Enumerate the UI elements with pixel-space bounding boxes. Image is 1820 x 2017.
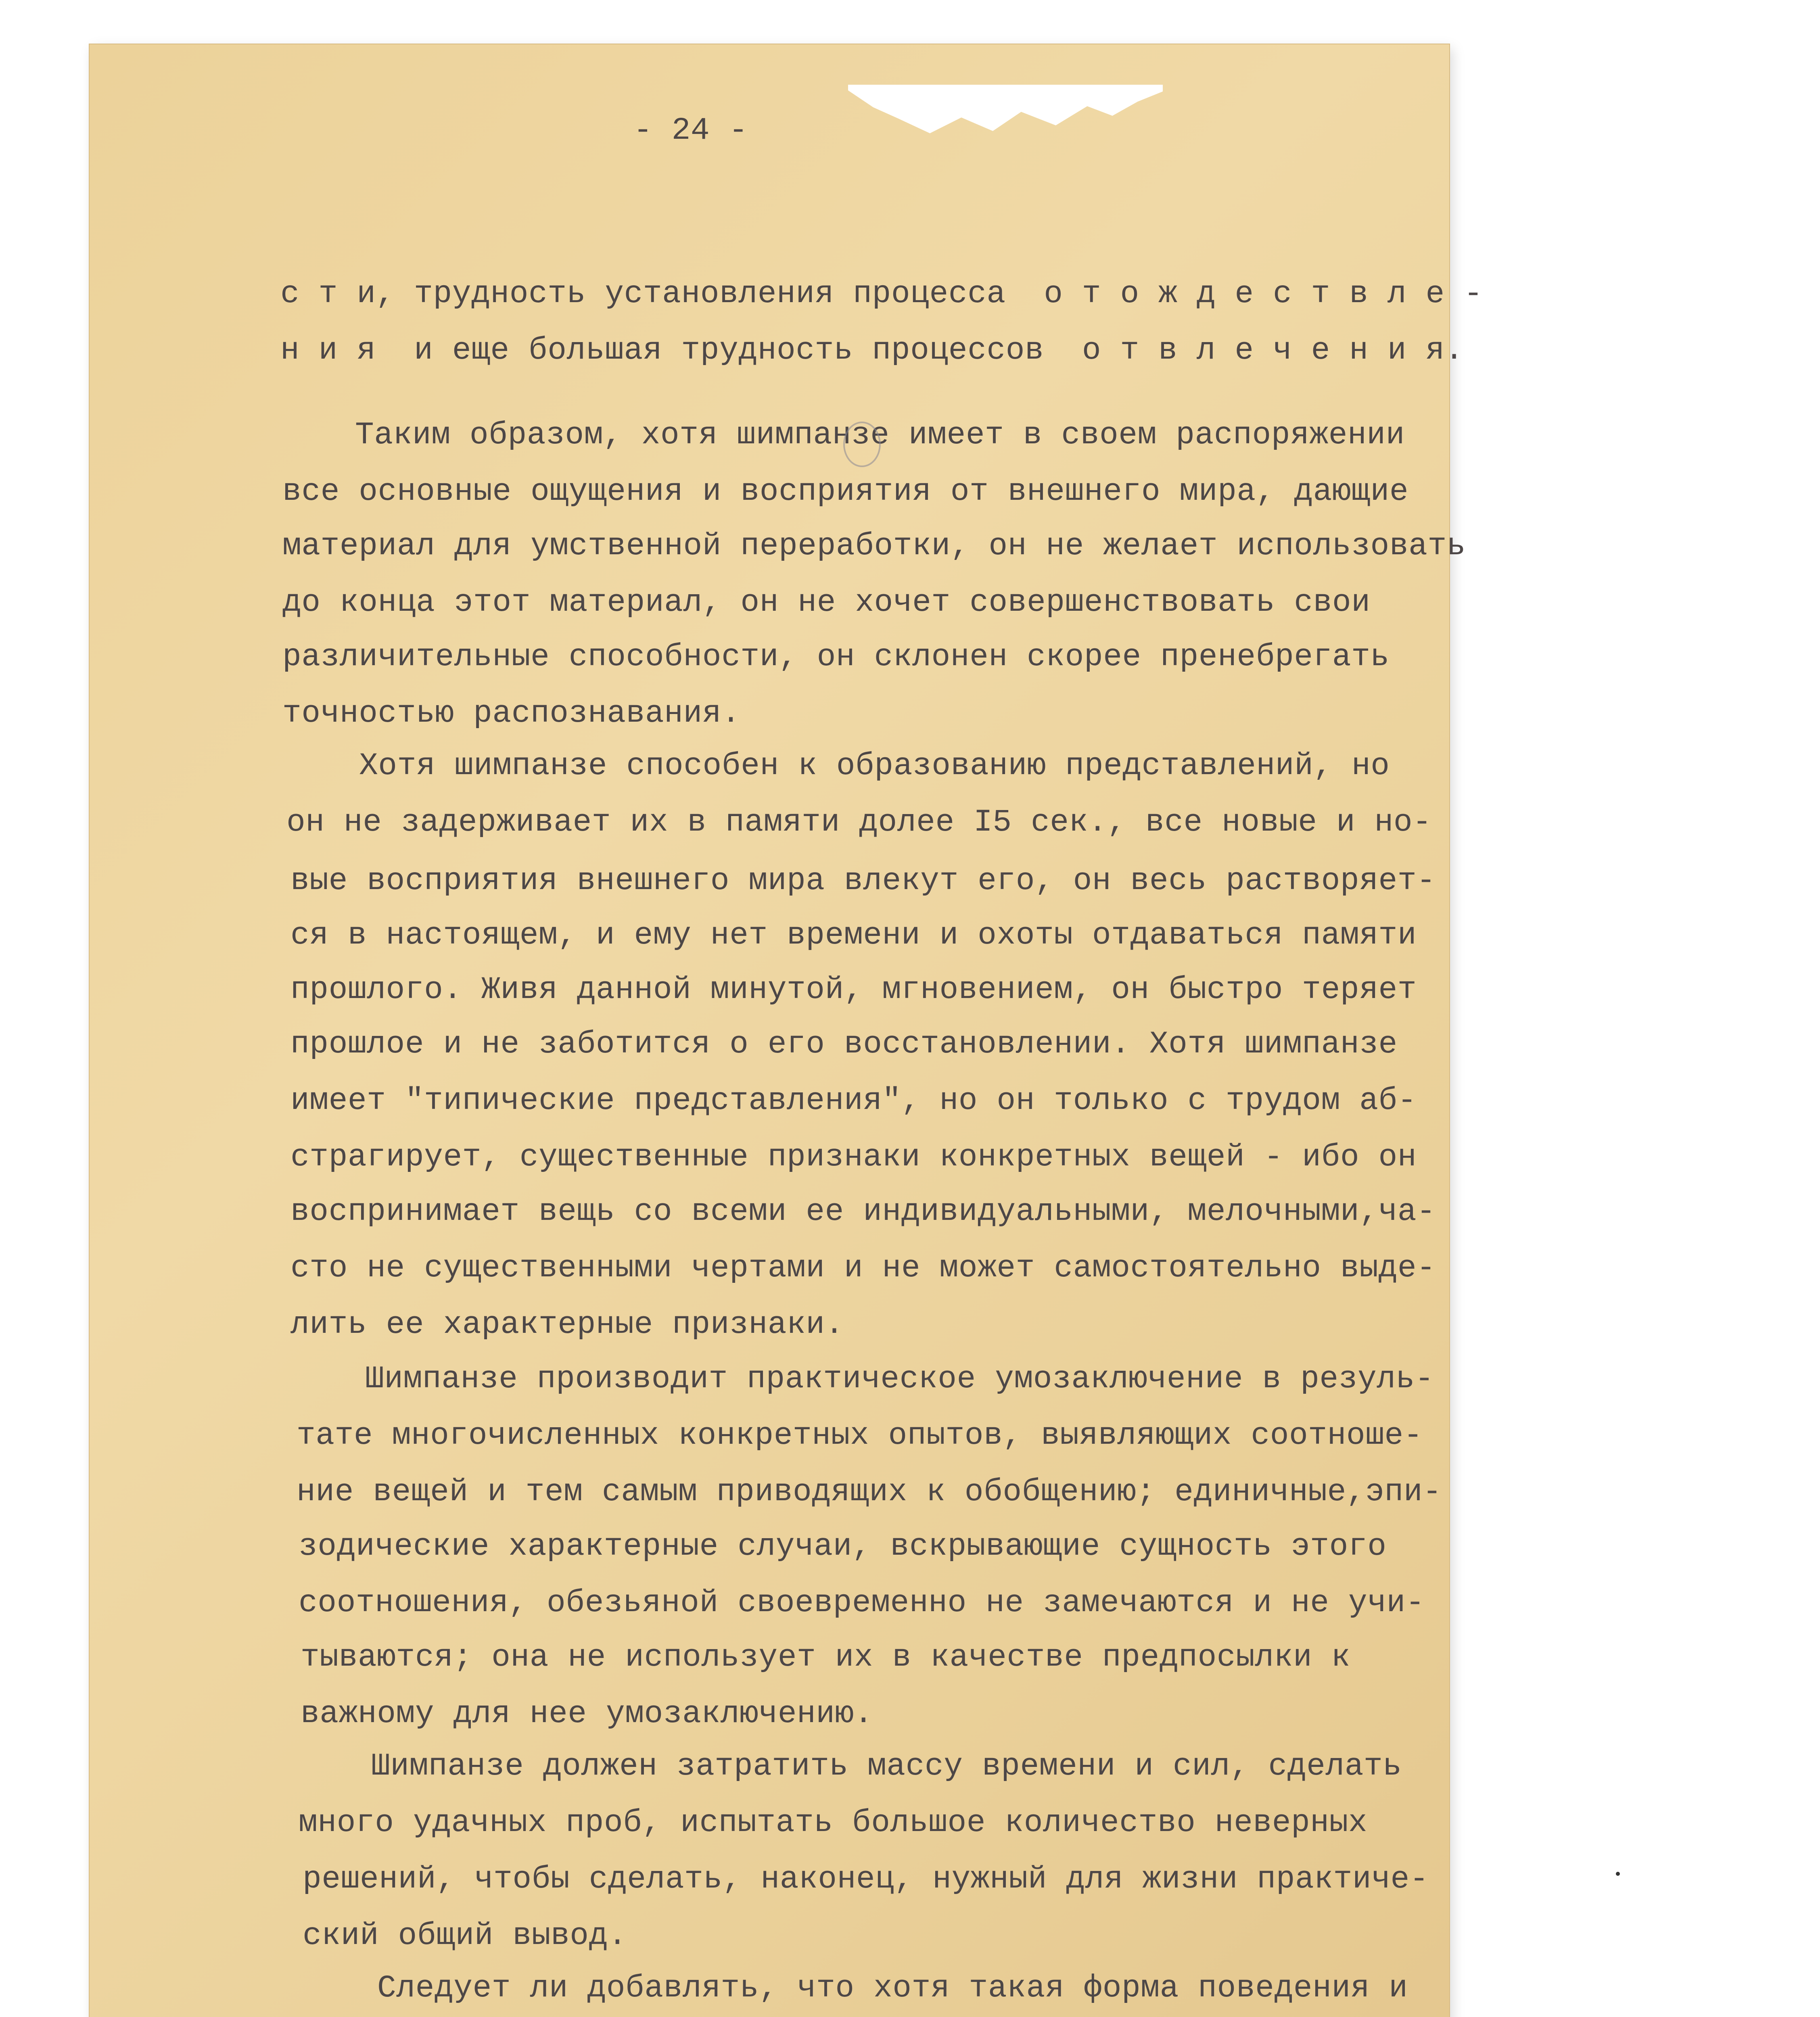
text-line: зодические характерные случаи, вскрывающие сущность этого	[299, 1529, 1387, 1564]
text-line: решений, чтобы сделать, наконец, нужный для жизни практиче-	[303, 1862, 1429, 1897]
text-line: имеет "типические представления", но он только с трудом аб-	[290, 1083, 1417, 1119]
text-line: он не задерживает их в памяти долее I5 сек., все новые и но-	[286, 805, 1432, 840]
dust-speck	[1616, 1872, 1620, 1876]
text-line: соотношения, обезьяной своевременно не замечаются и не учи-	[299, 1585, 1425, 1621]
text-line: воспринимает вещь со всеми ее индивидуальными, мелочными,ча-	[290, 1194, 1436, 1230]
page-number: - 24 -	[633, 113, 748, 148]
text-line: ский общий вывод.	[303, 1918, 627, 1954]
text-line: все основные ощущения и восприятия от внешнего мира, дающие	[282, 474, 1409, 509]
text-line: материал для умственной переработки, он не желает использовать	[282, 528, 1466, 564]
torn-edge	[848, 85, 1163, 141]
text-line: прошлого. Живя данной минутой, мгновением, он быстро теряет	[290, 972, 1417, 1008]
text-line: лить ее характерные признаки.	[290, 1307, 844, 1343]
text-line: н и я и еще большая трудность процессов о т в л е ч е н и я.	[280, 333, 1464, 368]
text-line: ся в настоящем, и ему нет времени и охоты отдаваться памяти	[290, 918, 1417, 953]
text-line: Шимпанзе производит практическое умозаключение в резуль-	[365, 1361, 1434, 1397]
text-line: сто не существенными чертами и не может самостоятельно выде-	[290, 1251, 1436, 1286]
text-line: много удачных проб, испытать большое количество неверных	[299, 1805, 1368, 1841]
text-line: ние вещей и тем самым приводящих к обобщению; единичные,эпи-	[297, 1474, 1442, 1510]
text-line: до конца этот материал, он не хочет совершенствовать свои	[282, 585, 1371, 620]
text-line: Таким образом, хотя шимпанзе имеет в своем распоряжении	[355, 418, 1405, 453]
text-line: Хотя шимпанзе способен к образованию представлений, но	[359, 748, 1390, 784]
text-line: с т и, трудность установления процесса о т о ж д е с т в л е -	[280, 276, 1483, 312]
text-line: Следует ли добавлять, что хотя такая форма поведения и	[377, 1971, 1408, 2006]
text-line: прошлое и не заботится о его восстановлении. Хотя шимпанзе	[290, 1027, 1398, 1062]
text-line: вые восприятия внешнего мира влекут его, он весь растворяет-	[290, 863, 1436, 899]
text-line: точностью распознавания.	[282, 696, 741, 731]
text-line: тываются; она не использует их в качестве предпосылки к	[301, 1640, 1350, 1675]
text-line: важному для нее умозаключению.	[301, 1696, 873, 1732]
text-line: тате многочисленных конкретных опытов, выявляющих соотноше-	[297, 1418, 1423, 1453]
text-line: страгирует, существенные признаки конкретных вещей - ибо он	[290, 1140, 1417, 1175]
pencil-mark	[843, 422, 881, 467]
text-line: различительные способности, он склонен скорее пренебрегать	[282, 639, 1390, 675]
text-line: Шимпанзе должен затратить массу времени и сил, сделать	[371, 1749, 1402, 1784]
